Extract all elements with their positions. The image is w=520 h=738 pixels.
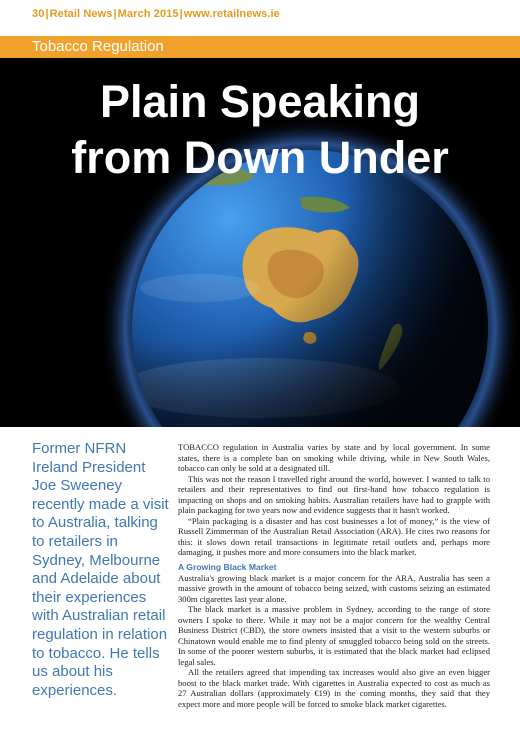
article-paragraph: TOBACCO regulation in Australia varies by state and by local government. In some states, there is a complete ban on smoking while driving, while in New South Wales, tobacco can only be sold at a designated till. (178, 442, 490, 473)
header-separator: | (179, 8, 183, 20)
headline (0, 74, 520, 186)
article-paragraph: This was not the reason I travelled right around the world, however. I wanted to talk to retailers and their representatives to find out first-hand how tobacco regulation is impacting on shops and on smoking habits. Australian retailers have had to grapple with plain packaging for two years now and evidence suggests that it hasn't worked. (178, 473, 490, 515)
article-paragraph: The black market is a massive problem in Sydney, according to the range of store owners I spoke to there. While it may not be a major concern for the wealthy Central Business District (CBD), the store owners insisted that a visit to the western suburbs or Chinatown would enable me to find plenty of smuggled tobacco being sold on the streets. In some of the poorer western suburbs, it is estimated that the black market had eclipsed legal sales. (178, 604, 490, 667)
article-paragraph: All the retailers agreed that impending tax increases would also give an even bigger boost to the black market trade. With cigarettes in Australia expected to cost as much as 27 Australian dollars (approximately €19) in the coming months, they said that they expect more and more people will be forced to smoke black market cigarettes. (178, 667, 490, 709)
running-header-text (32, 8, 280, 20)
article-paragraph: Australia's growing black market is a major concern for the ARA. Australia has seen a massive growth in the amount of tobacco being seized, with customs seizing an estimated 300m cigarettes last year alone. (178, 572, 490, 604)
website-link[interactable]: www.retailnews.ie (183, 8, 280, 20)
page-number: 30 (32, 8, 45, 20)
article-subhead: A Growing Black Market (178, 561, 277, 572)
headline-line-1: Plain Speaking (99, 76, 421, 127)
issue-date: March 2015 (117, 8, 179, 20)
hero-image (0, 58, 520, 427)
header-separator: | (113, 8, 117, 20)
publication-name: Retail News (49, 8, 113, 20)
article-body (178, 442, 490, 709)
article-paragraph: “Plain packaging is a disaster and has cost businesses a lot of money,” is the view of Russell Zimmerman of the Australian Retail Association (ARA). He cites two reasons for this: it slows down retail transactions in legitimate retail outlets and, perhaps more damaging, it pushes more and more consumers into the black market. (178, 515, 490, 557)
standfirst-intro: Former NFRN Ireland President Joe Sweeney recently made a visit to Australia, talking to retailers in Sydney, Melbourne and Adelaide about their experiences with Australian retail regulation in relation to tobacco. He tells us about his experiences. (32, 440, 169, 699)
section-band (0, 36, 520, 58)
header-separator: | (45, 8, 49, 20)
section-label: Tobacco Regulation (32, 38, 164, 55)
running-header (0, 0, 520, 36)
headline-line-2: from Down Under (71, 132, 449, 183)
